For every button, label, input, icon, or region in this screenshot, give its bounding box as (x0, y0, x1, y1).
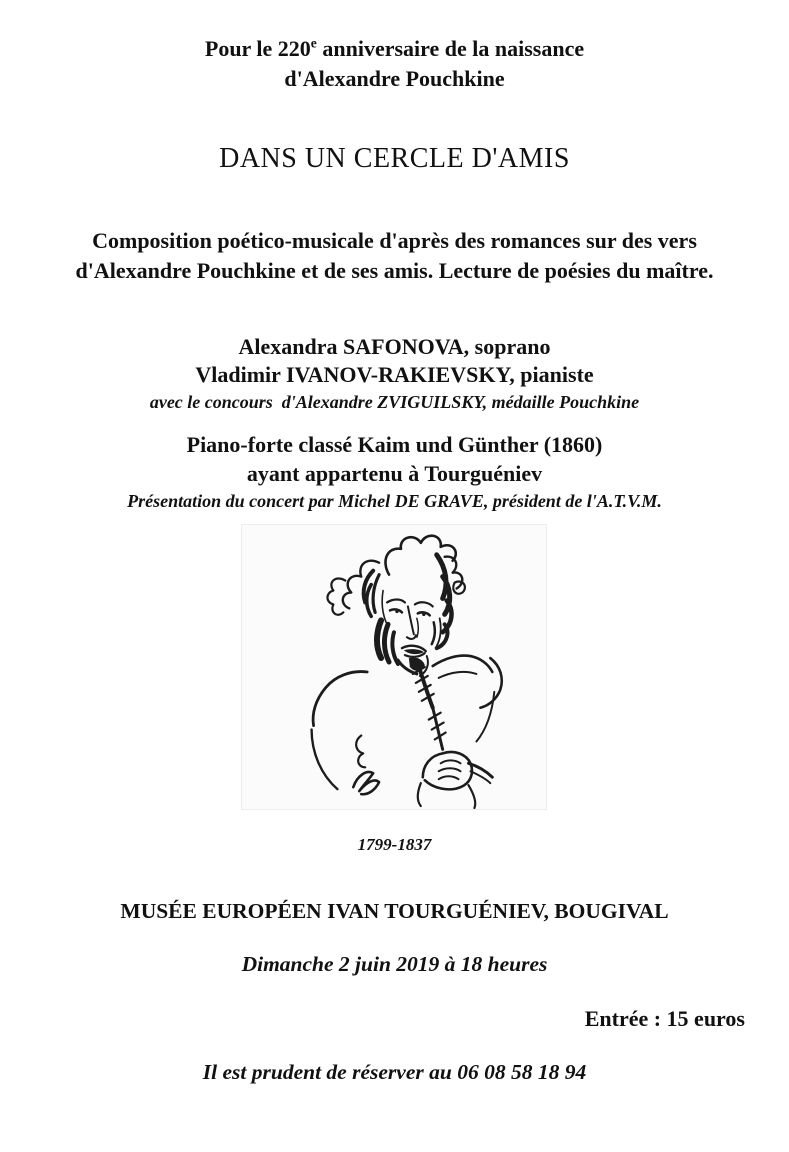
instrument-block (0, 430, 789, 514)
performer-soprano: Alexandra SAFONOVA, soprano (238, 334, 551, 359)
performer-guest: avec le concours d'Alexandre ZVIGUILSKY, médaille Pouchkine (149, 392, 640, 412)
anniversary-superscript: e (310, 35, 317, 51)
description-line1: Composition poético-musicale d'après des romances sur des vers (92, 228, 697, 253)
anniversary-line1 (0, 34, 789, 64)
booking-line: Il est prudent de réserver au 06 08 58 18 94 (202, 1060, 587, 1084)
datetime-line: Dimanche 2 juin 2019 à 18 heures (241, 952, 548, 976)
description-line2: d'Alexandre Pouchkine et de ses amis. Lecture de poésies du maître. (75, 258, 714, 283)
presenter-line: Présentation du concert par Michel DE GRAVE, président de l'A.T.V.M. (127, 491, 662, 511)
anniversary-header (0, 34, 789, 94)
pushkin-sketch-drawing (242, 525, 546, 809)
description-paragraph (0, 226, 789, 286)
pushkin-sketch (241, 524, 547, 810)
performers-block (0, 333, 789, 415)
instrument-line1: Piano-forte classé Kaim und Günther (1860) (186, 432, 603, 457)
anniversary-line1-text: Pour le 220 (204, 36, 311, 61)
anniversary-line1-rest: anniversaire de la naissance (316, 36, 585, 61)
venue-line: MUSÉE EUROPÉEN IVAN TOURGUÉNIEV, BOUGIVAL (120, 899, 669, 923)
performer-pianist: Vladimir IVANOV-RAKIEVSKY, pianiste (195, 362, 594, 387)
instrument-line2: ayant appartenu à Tourguéniev (246, 461, 543, 486)
portrait-caption: 1799-1837 (357, 835, 432, 854)
price-line: Entrée : 15 euros (584, 1006, 745, 1031)
concert-title: DANS UN CERCLE D'AMIS (219, 143, 570, 174)
anniversary-line2: d'Alexandre Pouchkine (284, 66, 505, 91)
